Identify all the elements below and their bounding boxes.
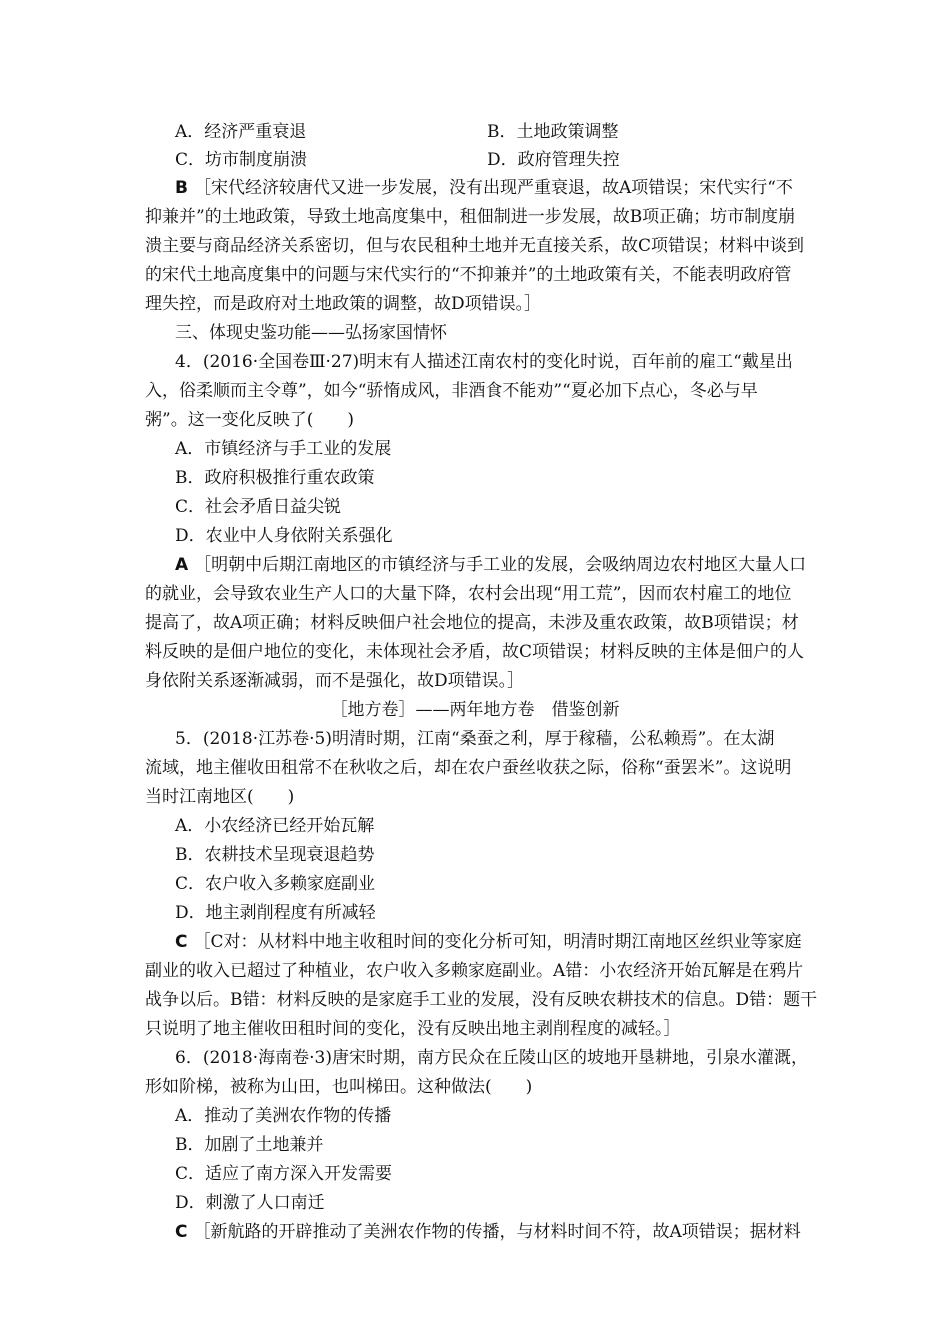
q5-explanation: 战争以后。B错：材料反映的是家庭手工业的发展，没有反映农耕技术的信息。D错：题干 <box>145 990 818 1010</box>
q6-option-b: B．加剧了土地兼并 <box>175 1135 324 1155</box>
q4-explanation: 料反映的是佃户地位的变化，未体现社会矛盾，故C项错误；材料反映的主体是佃户的人 <box>145 642 805 662</box>
q4-stem: 粥”。这一变化反映了( ) <box>145 410 354 430</box>
q4-explanation: 提高了，故A项正确；材料反映佃户社会地位的提高，未涉及重农政策，故B项错误；材 <box>145 613 799 633</box>
q3-explanation: 理失控，而是政府对土地政策的调整，故D项错误。］ <box>145 294 542 314</box>
q5-option-a: A．小农经济已经开始瓦解 <box>175 816 375 836</box>
q3-option-a: A．经济严重衰退 <box>175 122 307 142</box>
q4-stem: 入，俗柔顺而主令尊”，如今“骄惰成风，非酒食不能劝”“夏必加下点心，冬必与早 <box>145 381 758 401</box>
q4-explanation: 身依附关系逐渐减弱，而不是强化，故D项错误。］ <box>145 671 525 691</box>
q4-option-c: C．社会矛盾日益尖锐 <box>175 497 342 517</box>
q5-explanation: ［C对：从材料中地主收租时间的变化分析可知，明清时期江南地区丝织业等家庭 <box>193 932 802 952</box>
q4-answer-letter: A <box>175 555 189 575</box>
local-heading: ［地方卷］——两年地方卷 借鉴创新 <box>330 700 620 720</box>
q3-option-b: B．土地政策调整 <box>487 122 619 142</box>
q6-explanation: ［新航路的开辟推动了美洲农作物的传播，与材料时间不符，故A项错误；据材料 <box>193 1222 801 1242</box>
q3-answer-letter: B <box>175 178 188 198</box>
q6-stem: 6．(2018·海南卷·3)唐宋时期，南方民众在丘陵山区的坡地开垦耕地，引泉水灌溉， <box>175 1048 808 1068</box>
section-heading: 三、体现史鉴功能——弘扬家国情怀 <box>175 323 447 343</box>
q3-explanation: 溃主要与商品经济关系密切，但与农民租种土地并无直接关系，故C项错误；材料中谈到 <box>145 236 805 256</box>
q5-option-c: C．农户收入多赖家庭副业 <box>175 874 376 894</box>
q5-option-d: D．地主剥削程度有所减轻 <box>175 903 376 923</box>
q4-stem: 4．(2016·全国卷Ⅲ·27)明末有人描述江南农村的变化时说，百年前的雇工“戴星出 <box>175 352 793 372</box>
q5-explanation: 副业的收入已超过了种植业，农户收入多赖家庭副业。A错：小农经济开始瓦解是在鸦片 <box>145 961 804 981</box>
q6-answer-line <box>175 1221 801 1243</box>
q4-option-b: B．政府积极推行重农政策 <box>175 468 375 488</box>
q3-option-c: C．坊市制度崩溃 <box>175 150 308 170</box>
q5-answer-letter: C <box>175 932 188 952</box>
q4-explanation: 的就业，会导致农业生产人口的大量下降，农村会出现“用工荒”，因而农村雇工的地位 <box>145 584 792 604</box>
q6-option-d: D．刺激了人口南迁 <box>175 1193 325 1213</box>
q3-explanation: 抑兼并”的土地政策，导致土地高度集中，租佃制进一步发展，故B项正确；坊市制度崩 <box>145 207 796 227</box>
q6-answer-letter: C <box>175 1222 188 1242</box>
q3-answer-line <box>175 177 793 199</box>
q5-explanation: 只说明了地主催收田租时间的变化，没有反映出地主剥削程度的减轻。］ <box>145 1019 681 1039</box>
q4-explanation: ［明朝中后期江南地区的市镇经济与手工业的发展，会吸纳周边农村地区大量人口 <box>194 555 807 575</box>
q6-stem: 形如阶梯，被称为山田，也叫梯田。这种做法( ) <box>145 1077 533 1097</box>
q6-option-c: C．适应了南方深入开发需要 <box>175 1164 393 1184</box>
q5-answer-line <box>175 931 802 953</box>
q3-option-d: D．政府管理失控 <box>487 150 620 170</box>
q5-option-b: B．农耕技术呈现衰退趋势 <box>175 845 375 865</box>
q4-option-a: A．市镇经济与手工业的发展 <box>175 439 392 459</box>
q5-stem: 当时江南地区( ) <box>145 787 295 807</box>
q3-explanation: 的宋代土地高度集中的问题与宋代实行的“不抑兼并”的土地政策有关，不能表明政府管 <box>145 265 792 285</box>
q5-stem: 流域，地主催收田租常不在秋收之后，却在农户蚕丝收获之际，俗称“蚕罢米”。这说明 <box>145 758 792 778</box>
q4-answer-line <box>175 554 806 576</box>
q3-explanation: ［宋代经济较唐代又进一步发展，没有出现严重衰退，故A项错误；宋代实行“不 <box>193 178 793 198</box>
q4-option-d: D．农业中人身依附关系强化 <box>175 526 393 546</box>
q6-option-a: A．推动了美洲农作物的传播 <box>175 1106 392 1126</box>
q5-stem: 5．(2018·江苏卷·5)明清时期，江南“桑蚕之利，厚于稼穑，公私赖焉”。在太湖 <box>175 729 775 749</box>
